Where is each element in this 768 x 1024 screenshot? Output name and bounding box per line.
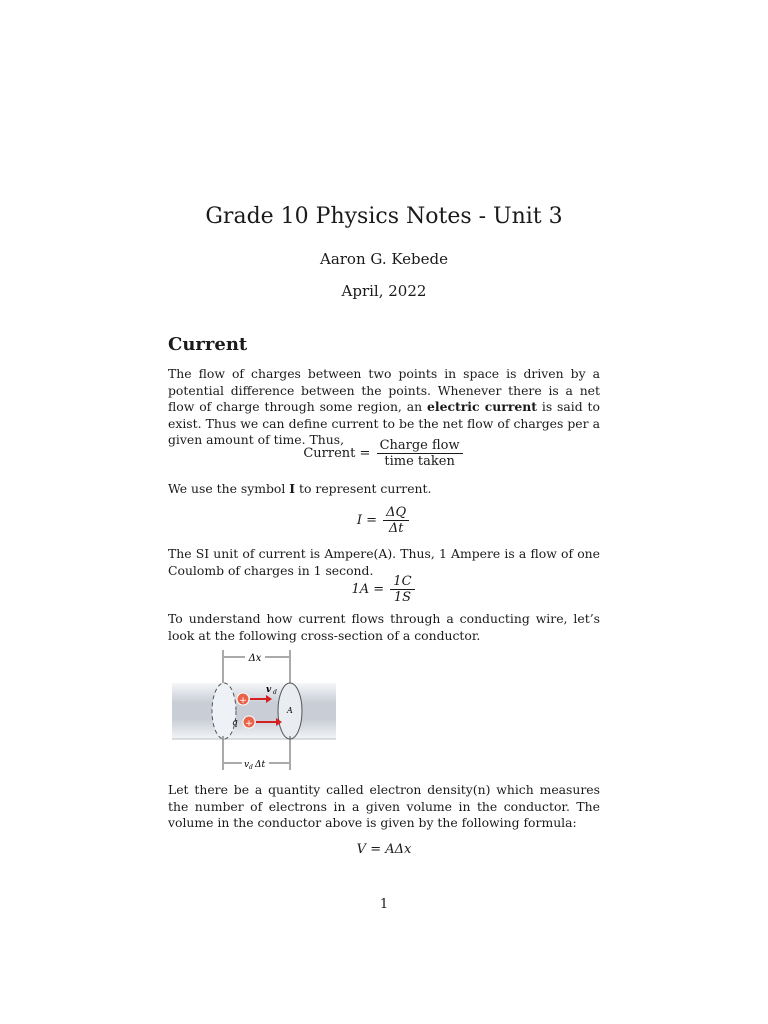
author-name: Aaron G. Kebede [319, 250, 449, 268]
plus-sign-1: + [239, 696, 247, 706]
conductor-cross-section-figure [168, 646, 340, 774]
fraction-numerator: ΔQ [386, 505, 407, 520]
fraction [383, 505, 409, 536]
document-title: Grade 10 Physics Notes - Unit 3 [205, 204, 563, 229]
vdt-label-dt: Δt [255, 760, 266, 770]
fraction [390, 574, 414, 605]
drift-velocity-subscript: d [273, 689, 277, 696]
paragraph-intro-end: is said to exist. Thus we can define current to be the net flow of charges per a given amount of time. Thus, [168, 399, 600, 447]
dx-label: Δx [248, 653, 262, 664]
fraction [377, 438, 463, 469]
equation-lhs: Current = [303, 446, 371, 461]
equation-lhs: I = [356, 513, 377, 528]
paragraph-symbol [168, 481, 600, 498]
paragraph-si-unit: The SI unit of current is Ampere(A). Thus, 1 Ampere is a flow of one Coulomb of charges in 1 second. [168, 546, 600, 578]
paragraph-symbol-text: We use the symbol [168, 481, 286, 496]
conductor-body [172, 683, 336, 739]
equation-volume: V = AΔx [356, 842, 412, 857]
paragraph-intro [168, 366, 600, 449]
paragraph-intro-text: The flow of charges between two points in space is driven by a potential difference between the points. Whenever there is a net flow of charge through some region, an [168, 366, 600, 414]
cross-section-left [212, 683, 236, 739]
drift-velocity-label: v [266, 685, 272, 695]
fraction-numerator: Charge flow [379, 438, 460, 453]
fraction-denominator: time taken [377, 453, 463, 469]
vdt-label-v: v [244, 760, 250, 770]
document-date: April, 2022 [341, 282, 427, 300]
equation-ampere [0, 574, 768, 605]
page-number: 1 [379, 897, 389, 912]
fraction-denominator: Δt [383, 520, 409, 536]
equation-current-symbol [0, 505, 768, 536]
paragraph-electron-density: Let there be a quantity called electron density(n) which measures the number of electrons in a given volume in the conductor. The volume in the conductor above is given by the following formula: [168, 782, 600, 830]
equation-lhs: 1A = [351, 582, 385, 597]
area-A-label: A [287, 706, 293, 715]
fraction-numerator: 1C [393, 574, 412, 589]
charge-q-label: q [232, 718, 238, 728]
vdt-label-sub: d [249, 764, 253, 771]
term-electric-current: electric current [426, 399, 537, 414]
symbol-I: I [289, 481, 296, 496]
equation-current-definition [0, 438, 768, 469]
section-heading: Current [168, 334, 248, 355]
plus-sign-2: + [245, 719, 253, 729]
paragraph-cross-section: To understand how current flows through a conducting wire, let’s look at the following cross-section of a conductor. [168, 611, 600, 643]
paragraph-symbol-end: to represent current. [299, 481, 432, 496]
fraction-denominator: 1S [390, 589, 414, 605]
